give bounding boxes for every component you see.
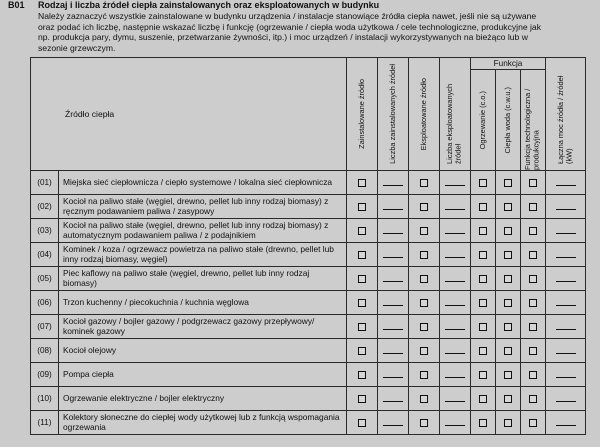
total-power-field[interactable] [556, 256, 576, 258]
installed-checkbox[interactable] [358, 299, 366, 307]
installed-checkbox[interactable] [358, 275, 366, 283]
description-line: sezonie grzewczym. [38, 42, 116, 53]
column-header-operated-count: Liczba eksploatowanych źródeł [440, 58, 471, 171]
operated-checkbox[interactable] [420, 395, 428, 403]
heating-checkbox[interactable] [479, 227, 487, 235]
operated-count-field[interactable] [445, 208, 465, 210]
hot-water-checkbox[interactable] [504, 347, 512, 355]
operated-count-field[interactable] [445, 328, 465, 330]
operated-count-field[interactable] [445, 232, 465, 234]
hot-water-checkbox[interactable] [504, 179, 512, 187]
row-number: (09) [31, 363, 59, 387]
technological-checkbox[interactable] [529, 395, 537, 403]
technological-checkbox[interactable] [529, 251, 537, 259]
column-header-operated: Eksploatowane źródło [409, 58, 440, 171]
total-power-field[interactable] [556, 352, 576, 354]
heating-checkbox[interactable] [479, 203, 487, 211]
total-power-field[interactable] [556, 208, 576, 210]
column-header-technological: Funkcja technologiczna / produkcyjna [521, 70, 546, 171]
section-description [38, 11, 596, 53]
column-header-source: Źródło ciepła [31, 58, 347, 171]
row-number: (08) [31, 339, 59, 363]
operated-checkbox[interactable] [420, 323, 428, 331]
operated-checkbox[interactable] [420, 275, 428, 283]
operated-checkbox[interactable] [420, 227, 428, 235]
operated-count-field[interactable] [445, 376, 465, 378]
installed-count-field[interactable] [383, 400, 403, 402]
operated-checkbox[interactable] [420, 419, 428, 427]
row-label: Ogrzewanie elektryczne / bojler elektryczny [59, 387, 347, 411]
table-row [31, 219, 586, 243]
installed-count-field[interactable] [383, 376, 403, 378]
row-number: (02) [31, 195, 59, 219]
table-row [31, 339, 586, 363]
installed-count-field[interactable] [383, 280, 403, 282]
hot-water-checkbox[interactable] [504, 323, 512, 331]
table-row [31, 291, 586, 315]
technological-checkbox[interactable] [529, 299, 537, 307]
row-label: Trzon kuchenny / piecokuchnia / kuchnia węglowa [59, 291, 347, 315]
row-label: Kolektory słoneczne do ciepłej wody użytkowej lub z funkcją wspomagania ogrzewania [59, 411, 347, 435]
section-header [0, 0, 600, 58]
heating-checkbox[interactable] [479, 179, 487, 187]
installed-checkbox[interactable] [358, 347, 366, 355]
hot-water-checkbox[interactable] [504, 299, 512, 307]
total-power-field[interactable] [556, 232, 576, 234]
section-code: B01 [8, 0, 25, 10]
operated-checkbox[interactable] [420, 371, 428, 379]
operated-count-field[interactable] [445, 352, 465, 354]
operated-checkbox[interactable] [420, 347, 428, 355]
hot-water-checkbox[interactable] [504, 251, 512, 259]
hot-water-checkbox[interactable] [504, 227, 512, 235]
heat-source-table [30, 57, 586, 435]
installed-checkbox[interactable] [358, 227, 366, 235]
heating-checkbox[interactable] [479, 275, 487, 283]
row-number: (11) [31, 411, 59, 435]
installed-count-field[interactable] [383, 208, 403, 210]
installed-count-field[interactable] [383, 232, 403, 234]
operated-count-field[interactable] [445, 256, 465, 258]
technological-checkbox[interactable] [529, 347, 537, 355]
heating-checkbox[interactable] [479, 323, 487, 331]
installed-checkbox[interactable] [358, 179, 366, 187]
row-label: Kominek / koza / ogrzewacz powietrza na paliwo stałe (drewno, pellet lub inny rodzaj biomasy, węgiel) [59, 243, 347, 267]
operated-count-field[interactable] [445, 400, 465, 402]
row-label: Kocioł olejowy [59, 339, 347, 363]
installed-checkbox[interactable] [358, 419, 366, 427]
heating-checkbox[interactable] [479, 371, 487, 379]
operated-count-field[interactable] [445, 304, 465, 306]
row-number: (05) [31, 267, 59, 291]
table-row [31, 411, 586, 435]
technological-checkbox[interactable] [529, 203, 537, 211]
heating-checkbox[interactable] [479, 419, 487, 427]
installed-checkbox[interactable] [358, 395, 366, 403]
description-line: oraz podać ich liczbę, następnie wskazać liczbę i funkcję (ogrzewanie / ciepła woda użytkowa / cele technologiczne, produkcyjne jak [38, 21, 542, 32]
operated-checkbox[interactable] [420, 179, 428, 187]
operated-count-field[interactable] [445, 424, 465, 426]
technological-checkbox[interactable] [529, 371, 537, 379]
installed-count-field[interactable] [383, 424, 403, 426]
description-line: np. produkcja pary, dymu, suszenie, przetwarzanie żywności, itp.) i moc urządzeń / instalacji wykorzystywanych na bieżąco lub w [38, 32, 528, 42]
total-power-field[interactable] [556, 376, 576, 378]
row-number: (06) [31, 291, 59, 315]
heating-checkbox[interactable] [479, 251, 487, 259]
column-header-function: Funkcja [471, 58, 546, 70]
technological-checkbox[interactable] [529, 419, 537, 427]
row-label: Pompa ciepła [59, 363, 347, 387]
technological-checkbox[interactable] [529, 323, 537, 331]
total-power-field[interactable] [556, 280, 576, 282]
heating-checkbox[interactable] [479, 347, 487, 355]
row-number: (07) [31, 315, 59, 339]
operated-checkbox[interactable] [420, 203, 428, 211]
column-header-total-power: Łączna moc źródła / źródeł (kW) [546, 58, 586, 171]
heating-checkbox[interactable] [479, 299, 487, 307]
row-label: Miejska sieć ciepłownicza / ciepło systemowe / lokalna sieć ciepłownicza [59, 171, 347, 195]
installed-checkbox[interactable] [358, 203, 366, 211]
installed-count-field[interactable] [383, 256, 403, 258]
row-label: Piec kaflowy na paliwo stałe (węgiel, drewno, pellet lub inny rodzaj biomasy) [59, 267, 347, 291]
hot-water-checkbox[interactable] [504, 395, 512, 403]
row-number: (04) [31, 243, 59, 267]
installed-count-field[interactable] [383, 328, 403, 330]
column-header-installed-count: Liczba zainstalowanych źródeł [378, 58, 409, 171]
operated-checkbox[interactable] [420, 299, 428, 307]
row-label: Kocioł gazowy / bojler gazowy / podgrzewacz gazowy przepływowy/ kominek gazowy [59, 315, 347, 339]
section-title: Rodzaj i liczba źródeł ciepła zainstalowanych oraz eksploatowanych w budynku [38, 0, 380, 10]
table-row [31, 195, 586, 219]
operated-checkbox[interactable] [420, 251, 428, 259]
table-row [31, 267, 586, 291]
column-header-heating: Ogrzewanie (c.o.) [471, 70, 496, 171]
installed-count-field[interactable] [383, 184, 403, 186]
table-row [31, 315, 586, 339]
total-power-field[interactable] [556, 400, 576, 402]
table-row [31, 387, 586, 411]
installed-count-field[interactable] [383, 352, 403, 354]
table-row [31, 243, 586, 267]
column-header-installed: Zainstalowane źródło [347, 58, 378, 171]
row-number: (03) [31, 219, 59, 243]
total-power-field[interactable] [556, 424, 576, 426]
installed-count-field[interactable] [383, 304, 403, 306]
table-row [31, 171, 586, 195]
total-power-field[interactable] [556, 184, 576, 186]
row-label: Kocioł na paliwo stałe (węgiel, drewno, pellet lub inny rodzaj biomasy) z automatycznym podawaniem paliwa / z podajnikiem [59, 219, 347, 243]
row-number: (10) [31, 387, 59, 411]
heating-checkbox[interactable] [479, 395, 487, 403]
description-line: Należy zaznaczyć wszystkie zainstalowane w budynku urządzenia / instalacje stanowiące źródła ciepła nawet, jeśli nie są używane [38, 11, 537, 21]
installed-checkbox[interactable] [358, 323, 366, 331]
installed-checkbox[interactable] [358, 251, 366, 259]
installed-checkbox[interactable] [358, 371, 366, 379]
row-label: Kocioł na paliwo stałe (węgiel, drewno, pellet lub inny rodzaj biomasy) z ręcznym podawaniem paliwa / zasypowy [59, 195, 347, 219]
hot-water-checkbox[interactable] [504, 275, 512, 283]
technological-checkbox[interactable] [529, 227, 537, 235]
column-header-hot-water: Ciepła woda (c.w.u.) [496, 70, 521, 171]
row-number: (01) [31, 171, 59, 195]
hot-water-checkbox[interactable] [504, 419, 512, 427]
operated-count-field[interactable] [445, 280, 465, 282]
technological-checkbox[interactable] [529, 275, 537, 283]
total-power-field[interactable] [556, 304, 576, 306]
hot-water-checkbox[interactable] [504, 371, 512, 379]
technological-checkbox[interactable] [529, 179, 537, 187]
operated-count-field[interactable] [445, 184, 465, 186]
table-row [31, 363, 586, 387]
total-power-field[interactable] [556, 328, 576, 330]
hot-water-checkbox[interactable] [504, 203, 512, 211]
